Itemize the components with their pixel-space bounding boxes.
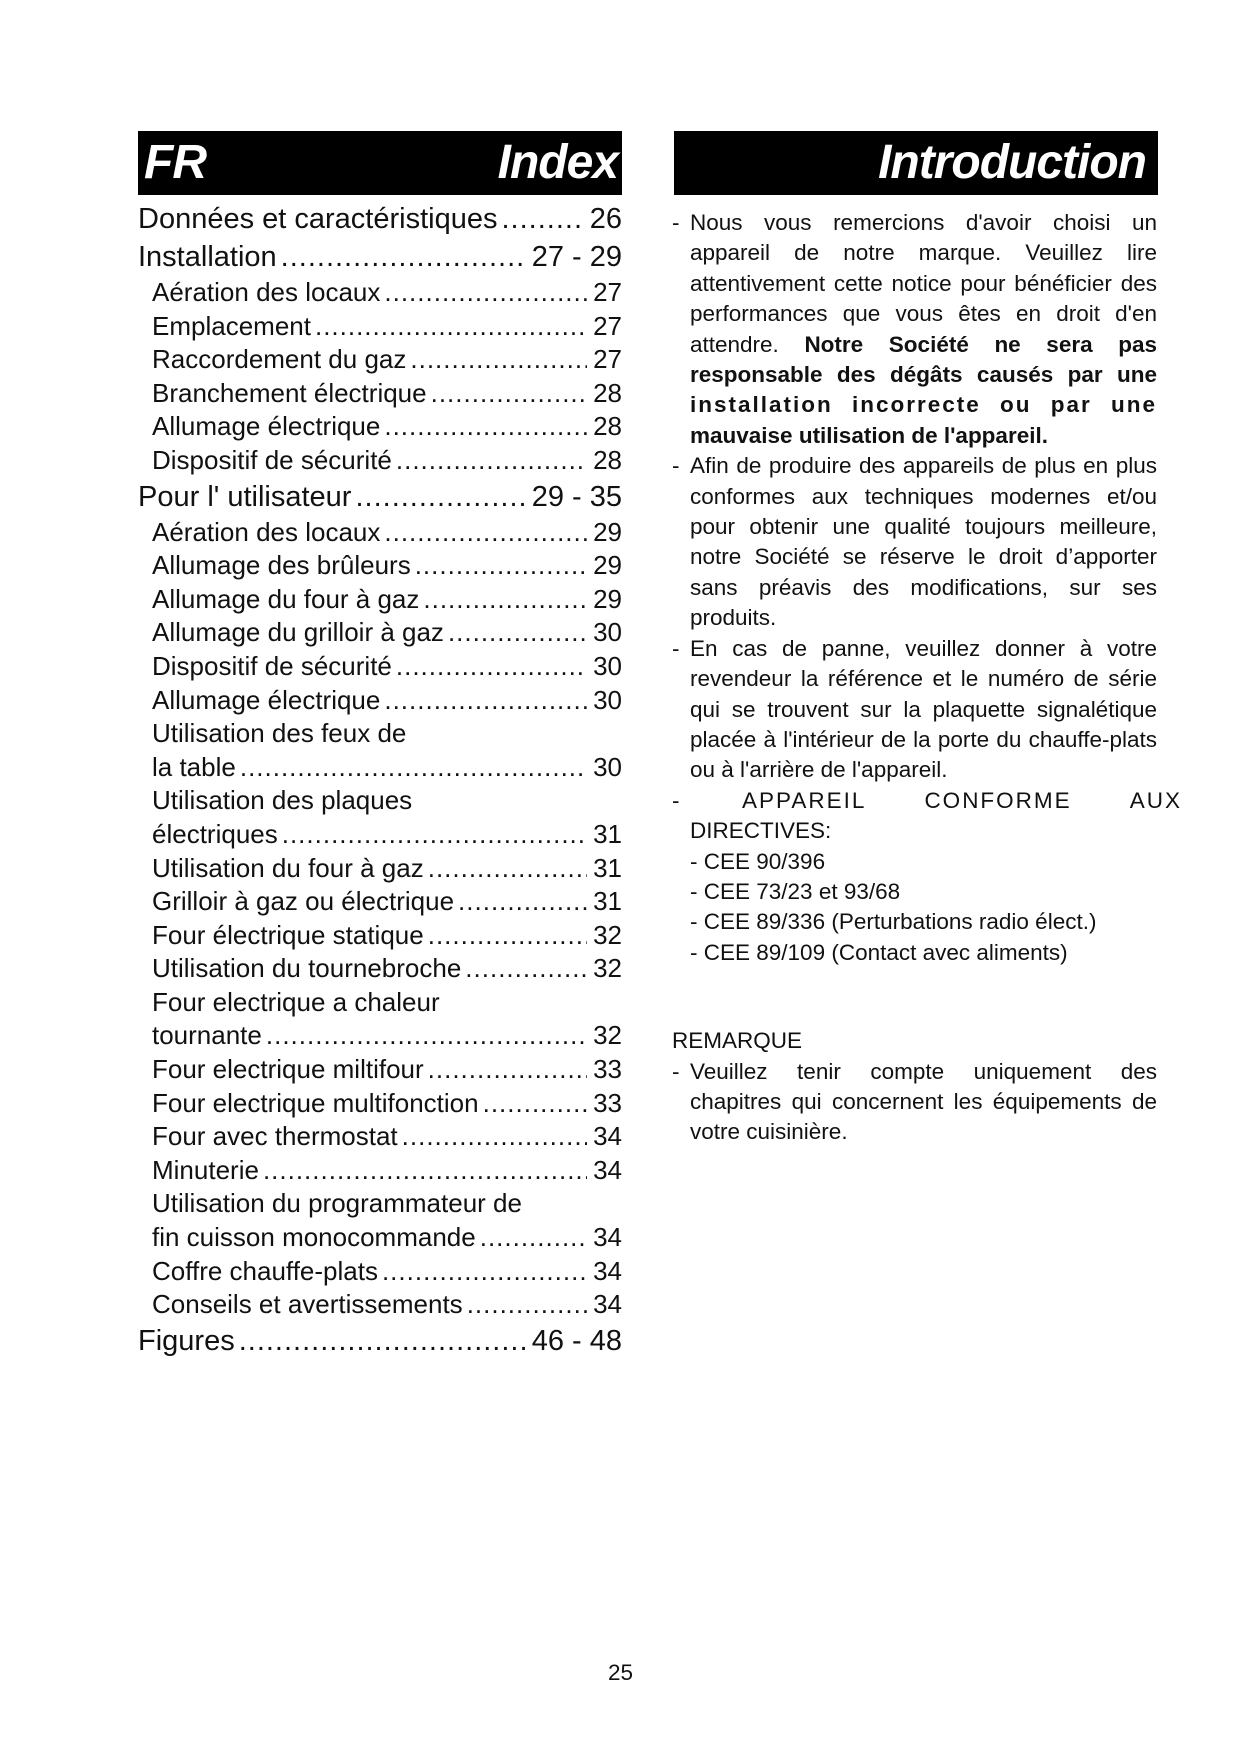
toc-entry [138,751,622,785]
toc-leader-dots [448,616,587,650]
table-of-contents [138,200,622,1360]
toc-entry [138,516,622,550]
toc-entry-line: Utilisation du programmateur de [152,1188,522,1219]
toc-entry [138,1120,622,1154]
introduction-header-bar [674,131,1158,195]
toc-entry [138,377,622,411]
toc-page: 34 [593,1255,622,1286]
toc-title: Utilisation du tournebroche [152,953,462,984]
toc-entry [138,952,622,986]
introduction-title: Introduction [878,136,1146,189]
toc-entry [138,343,622,377]
toc-entry-line: Utilisation des plaques [152,785,413,816]
toc-entry [138,1053,622,1087]
toc-page: 30 [593,617,622,648]
toc-entry [138,852,622,886]
toc-title: tournante [152,1020,262,1051]
toc-title: Dispositif de sécurité [152,650,392,681]
directive-item: - CEE 90/396 [690,848,826,874]
toc-leader-dots [483,1087,587,1121]
directive-item: - CEE 89/109 (Contact avec aliments) [690,939,1068,965]
toc-section [138,238,622,276]
toc-page: 31 [593,852,622,883]
toc-leader-dots [263,1154,587,1188]
toc-section [138,478,622,516]
toc-page: 30 [593,684,622,715]
toc-title: Four électrique statique [152,919,424,950]
intro-p2-text: Afin de produire des appareils de plus en plus conformes aux techniques modernes et/ou pour obtenir une qualité toujours meilleure, notre Société se réserve le droit d’apporter sans préavis des modifications, sur ses produits. [690,453,1157,631]
toc-page: 31 [593,886,622,917]
toc-leader-dots [396,444,587,478]
toc-entry [138,885,622,919]
toc-page: 27 [593,277,622,307]
toc-title: Four electrique multifonction [152,1087,479,1118]
toc-leader-dots [384,410,587,444]
toc-entry [138,1019,622,1053]
toc-leader-dots [501,200,583,238]
toc-page: 33 [593,1054,622,1085]
remark-text: Veuillez tenir compte uniquement des chapitres qui concernent les équipements de votre cuisinière. [690,1058,1157,1145]
toc-page: 29 [593,516,622,547]
toc-title: Four avec thermostat [152,1121,398,1152]
toc-leader-dots [396,650,587,684]
toc-leader-dots [402,1120,587,1154]
conformity-word-3: AUX [1129,787,1182,813]
toc-leader-dots [423,583,587,617]
toc-title: Dispositif de sécurité [152,444,392,475]
toc-title: Allumage du grilloir à gaz [152,617,444,648]
toc-leader-dots [239,1322,526,1360]
toc-title: Grilloir à gaz ou électrique [152,886,455,917]
directive-item: - CEE 73/23 et 93/68 [690,878,901,904]
index-title: Index [497,136,618,189]
index-header-bar [138,131,622,195]
toc-title: Aération des locaux [152,516,381,547]
directives-label: DIRECTIVES: [690,818,832,844]
toc-entry-line: Four electrique a chaleur [152,986,440,1017]
toc-title: Figures [138,1324,235,1357]
conformity-word-1: APPAREIL [742,787,867,813]
toc-leader-dots [384,276,587,310]
toc-page: 34 [593,1154,622,1185]
toc-title: Aération des locaux [152,277,381,307]
toc-section [138,1322,622,1360]
toc-entry [138,410,622,444]
toc-title: Allumage électrique [152,684,381,715]
toc-page: 31 [593,818,622,849]
toc-entry [138,444,622,478]
intro-paragraph-2: - Afin de produire des appareils de plus en plus conformes aux techniques modernes et/ou pour obtenir une qualité toujours meilleure, notre Société se réserve le droit d’apporter sans préavis des modifications, sur ses produits. [672,453,1157,631]
toc-entry-line: Utilisation des feux de [152,718,407,749]
toc-page: 27 [593,344,622,375]
toc-title: Branchement électrique [152,377,427,408]
toc-title: Allumage électrique [152,411,381,442]
toc-entry [138,818,622,852]
directive-item: - CEE 89/336 (Perturbations radio élect.) [690,909,1097,935]
toc-leader-dots [428,1053,587,1087]
toc-page: 27 - 29 [531,241,622,273]
toc-entry [138,583,622,617]
intro-p1-bold-end: mauvaise utilisation de l'appareil. [690,422,1048,448]
toc-leader-dots [281,238,526,276]
toc-title: Four electrique miltifour [152,1054,424,1085]
toc-title: Raccordement du gaz [152,344,407,375]
toc-leader-dots [410,343,587,377]
intro-p1-text: Nous vous remercions d'avoir choisi un appareil de notre marque. Veuillez lire attentivement cette notice pour bénéficier des performances que vous êtes en droit d'en attendre. [690,210,1157,357]
toc-leader-dots [467,1288,587,1322]
toc-entry [138,1087,622,1121]
remark-paragraph: - Veuillez tenir compte uniquement des chapitres qui concernent les équipements de votre cuisinière. [672,1058,1157,1145]
toc-page: 28 [593,377,622,408]
toc-title: fin cuisson monocommande [152,1222,476,1253]
toc-leader-dots [415,549,587,583]
conformity-word-2: CONFORME [924,787,1072,813]
toc-title: Conseils et avertissements [152,1289,463,1320]
toc-page: 34 [593,1121,622,1152]
toc-leader-dots [480,1221,587,1255]
toc-entry [138,310,622,344]
toc-page: 29 [593,583,622,614]
toc-entry [138,1221,622,1255]
toc-entry [138,684,622,718]
toc-page: 32 [593,953,622,984]
toc-leader-dots [428,919,587,953]
toc-leader-dots [355,478,525,516]
toc-entry [138,919,622,953]
toc-leader-dots [266,1019,587,1053]
intro-paragraph-3: - En cas de panne, veuillez donner à votre revendeur la référence et le numéro de série qui se trouvent sur la plaquette signalétique placée à l'intérieur de la porte du chauffe-plats ou à l'arrière de l'appareil. [672,635,1157,783]
toc-page: 34 [593,1222,622,1253]
lang-label: FR [144,136,206,189]
toc-page: 27 [593,310,622,341]
toc-page: 26 [589,203,622,235]
conformity-line: - APPAREIL CONFORME AUX [672,786,1182,816]
toc-page: 28 [593,411,622,442]
intro-p1-bold-spaced: installation incorrecte ou par une [690,392,1157,418]
toc-page: 46 - 48 [531,1324,622,1357]
toc-leader-dots [428,852,587,886]
toc-title: Emplacement [152,310,311,341]
toc-title: Données et caractéristiques [138,203,498,235]
toc-page: 33 [593,1087,622,1118]
toc-leader-dots [384,684,587,718]
toc-entry [138,650,622,684]
toc-entry [138,616,622,650]
toc-title: Allumage du four à gaz [152,583,420,614]
toc-leader-dots [240,751,587,785]
toc-title: Pour l' utilisateur [138,480,352,513]
toc-leader-dots [431,377,587,411]
toc-page: 29 - 35 [531,480,622,513]
toc-page: 30 [593,650,622,681]
toc-leader-dots [384,516,587,550]
toc-entry [138,1154,622,1188]
toc-title: Minuterie [152,1154,259,1185]
intro-p1-bold: Notre Société ne sera pas responsable des dégâts causés par une [690,331,1157,388]
toc-title: Utilisation du four à gaz [152,852,424,883]
toc-page: 34 [593,1289,622,1320]
toc-leader-dots [458,885,587,919]
toc-title: Allumage des brûleurs [152,550,411,581]
intro-paragraph-1: - Nous vous remercions d'avoir choisi un appareil de notre marque. Veuillez lire attentivement cette notice pour bénéficier des performances que vous êtes en droit d'en attendre. Notre Société ne sera pas responsable des dégâts causés par une installation incorrecte ou par une mauvaise utilisation de l'appareil. [672,210,1157,448]
toc-leader-dots [465,952,587,986]
toc-section [138,200,622,238]
toc-entry [138,1255,622,1289]
toc-entry [138,549,622,583]
introduction-body [672,208,1182,1148]
toc-title: électriques [152,818,278,849]
toc-entry [138,276,622,310]
toc-title: Coffre chauffe-plats [152,1255,378,1286]
toc-leader-dots [282,818,587,852]
remark-title: REMARQUE [672,1028,803,1054]
toc-page: 29 [593,550,622,581]
toc-title: Installation [138,241,277,273]
toc-entry [138,1288,622,1322]
toc-title: la table [152,751,236,782]
intro-p3-text: En cas de panne, veuillez donner à votre revendeur la référence et le numéro de série qui se trouvent sur la plaquette signalétique placée à l'intérieur de la porte du chauffe-plats ou à l'arrière de l'appareil. [690,635,1157,783]
toc-leader-dots [382,1255,587,1289]
toc-page: 28 [593,444,622,475]
toc-page: 30 [593,751,622,782]
toc-leader-dots [315,310,587,344]
toc-page: 32 [593,919,622,950]
page-number: 25 [607,1660,634,1685]
toc-page: 32 [593,1020,622,1051]
